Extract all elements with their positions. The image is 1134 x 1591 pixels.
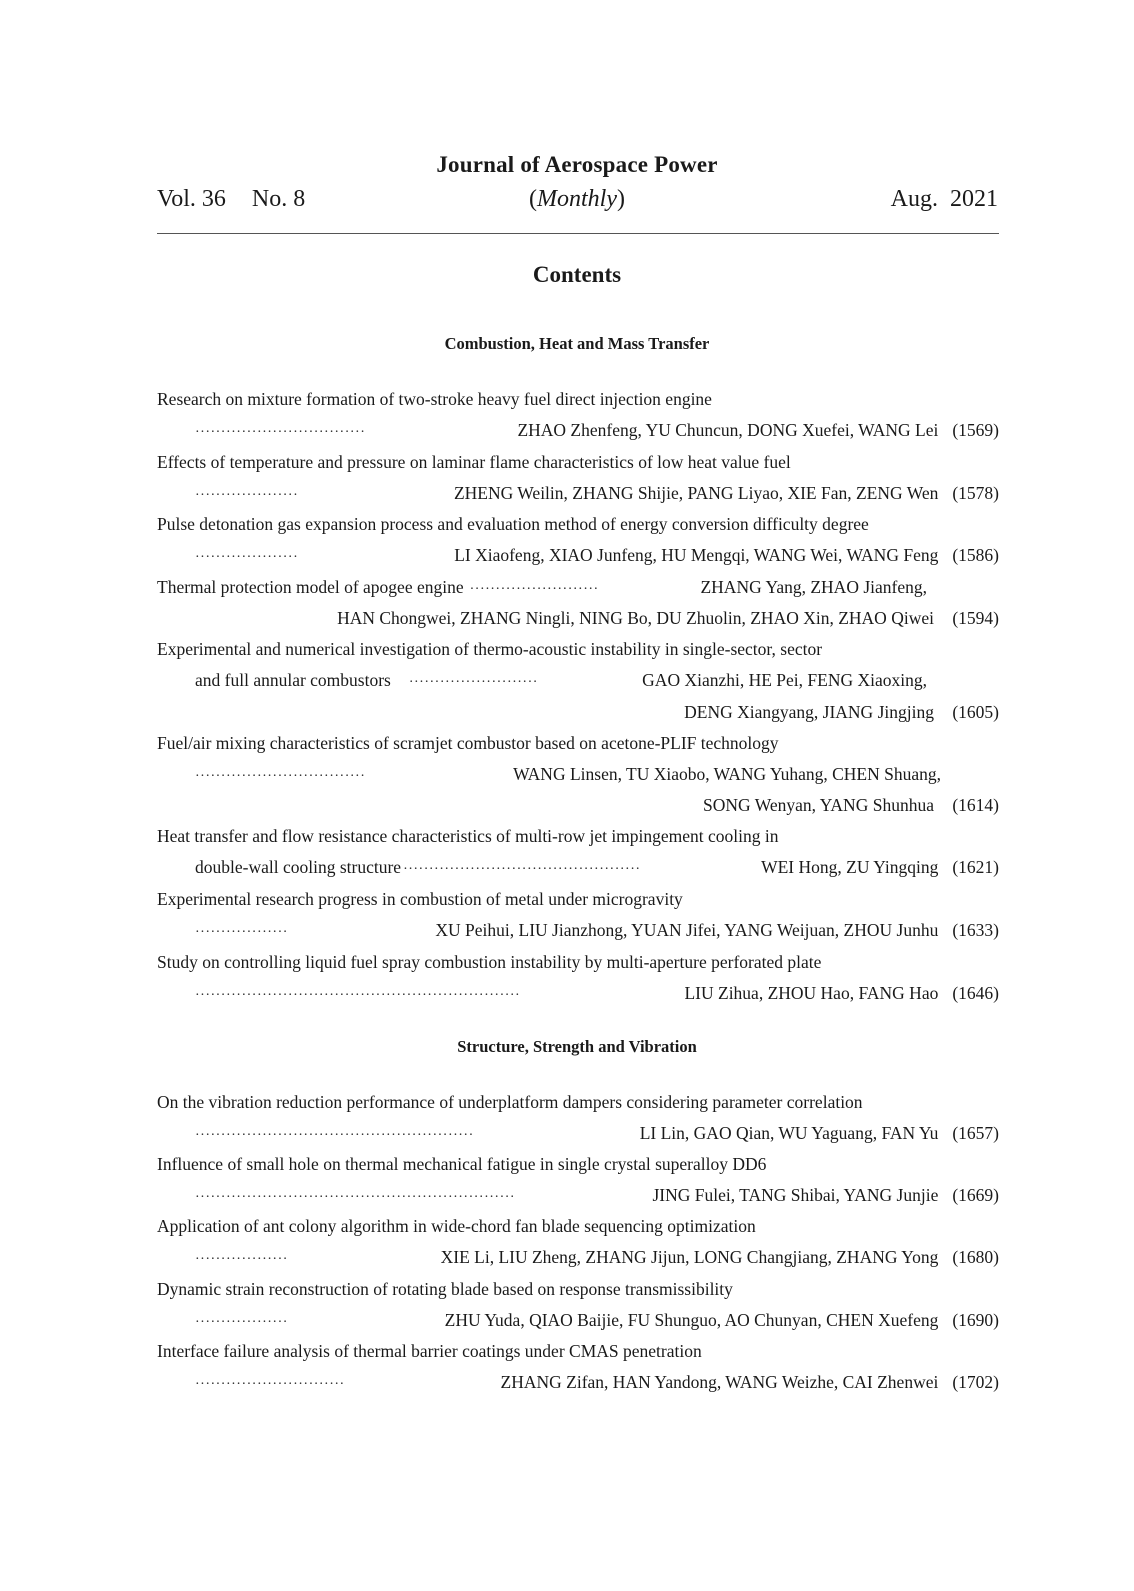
article-title: Influence of small hole on thermal mechanical fatigue in single crystal superalloy DD6 — [157, 1154, 767, 1174]
frequency: (Monthly) — [529, 186, 625, 212]
section-heading: Combustion, Heat and Mass Transfer — [444, 334, 710, 353]
article-authors: JING Fulei, TANG Shibai, YANG Junjie — [652, 1185, 939, 1205]
article-title: Fuel/air mixing characteristics of scramjet combustor based on acetone-PLIF technology — [157, 733, 779, 753]
article-byline — [157, 762, 999, 786]
volume: Vol. 36 — [157, 186, 226, 212]
page-number: (1586) — [952, 545, 999, 565]
leader-dots: ·················· — [195, 925, 288, 940]
article-byline — [157, 855, 999, 879]
page-number: (1702) — [952, 1372, 999, 1392]
article-authors: WANG Linsen, TU Xiaobo, WANG Yuhang, CHEN Shuang, — [513, 764, 941, 784]
article-title: and full annular combustors — [195, 670, 391, 690]
article-title: Experimental research progress in combustion of metal under microgravity — [157, 889, 683, 909]
page-number: (1669) — [952, 1185, 999, 1205]
article-byline — [157, 1183, 999, 1207]
article-title-line — [157, 575, 999, 599]
article-authors: ZHANG Yang, ZHAO Jianfeng, — [700, 577, 927, 597]
page-number: (1646) — [952, 983, 999, 1003]
article-byline — [157, 606, 999, 630]
article-byline — [157, 1308, 999, 1332]
page-number: (1621) — [952, 857, 999, 877]
article-title: On the vibration reduction performance of underplatform dampers considering parameter correlation — [157, 1092, 863, 1112]
article-authors: LI Lin, GAO Qian, WU Yaguang, FAN Yu — [639, 1123, 939, 1143]
journal-title: Journal of Aerospace Power — [436, 152, 718, 177]
leader-dots: ····························· — [195, 1377, 345, 1392]
article-title: Research on mixture formation of two-stroke heavy fuel direct injection engine — [157, 389, 712, 409]
article-authors: ZHAO Zhenfeng, YU Chuncun, DONG Xuefei, WANG Lei — [517, 420, 939, 440]
leader-dots: ······························································· — [195, 988, 521, 1003]
article-authors: SONG Wenyan, YANG Shunhua — [703, 795, 934, 815]
leader-dots: ···················· — [195, 550, 299, 565]
article-byline — [157, 981, 999, 1005]
contents-title: Contents — [532, 262, 622, 287]
article-title: Thermal protection model of apogee engine — [157, 577, 464, 597]
leader-dots: ························· — [469, 582, 599, 597]
article-authors: XIE Li, LIU Zheng, ZHANG Jijun, LONG Changjiang, ZHANG Yong — [440, 1247, 939, 1267]
article-title: Study on controlling liquid fuel spray combustion instability by multi-aperture perforated plate — [157, 952, 822, 972]
article-authors: DENG Xiangyang, JIANG Jingjing — [684, 702, 934, 722]
article-byline — [157, 1121, 999, 1145]
article-authors: LIU Zihua, ZHOU Hao, FANG Hao — [684, 983, 939, 1003]
article-byline — [157, 918, 999, 942]
article-authors: XU Peihui, LIU Jianzhong, YUAN Jifei, YANG Weijuan, ZHOU Junhu — [435, 920, 939, 940]
article-title: double-wall cooling structure — [195, 857, 402, 877]
page-number: (1690) — [952, 1310, 999, 1330]
article-title: Pulse detonation gas expansion process and evaluation method of energy conversion difficulty degree — [157, 514, 869, 534]
article-authors: HAN Chongwei, ZHANG Ningli, NING Bo, DU Zhuolin, ZHAO Xin, ZHAO Qiwei — [337, 608, 934, 628]
article-byline — [157, 1245, 999, 1269]
page-number: (1578) — [952, 483, 999, 503]
issue-number: No. 8 — [251, 186, 306, 212]
issue-date: Aug. 2021 — [890, 186, 998, 212]
article-authors: WEI Hong, ZU Yingqing — [761, 857, 939, 877]
article-byline — [157, 481, 999, 505]
page-number: (1605) — [952, 702, 999, 722]
leader-dots: ·················· — [195, 1252, 288, 1267]
leader-dots: ······················································ — [195, 1128, 474, 1143]
leader-dots: ································· — [195, 425, 366, 440]
article-authors: ZHENG Weilin, ZHANG Shijie, PANG Liyao, XIE Fan, ZENG Wen — [453, 483, 939, 503]
article-title: Experimental and numerical investigation of thermo-acoustic instability in single-sector, sector — [157, 639, 823, 659]
article-title: Interface failure analysis of thermal barrier coatings under CMAS penetration — [157, 1341, 702, 1361]
article-byline — [157, 543, 999, 567]
article-title: Dynamic strain reconstruction of rotating blade based on response transmissibility — [157, 1279, 733, 1299]
leader-dots: ···················· — [195, 488, 299, 503]
header-rule — [157, 233, 999, 234]
article-byline — [157, 793, 999, 817]
article-title: Heat transfer and flow resistance characteristics of multi-row jet impingement cooling in — [157, 826, 779, 846]
article-byline — [157, 418, 999, 442]
page-number: (1614) — [952, 795, 999, 815]
page-number: (1657) — [952, 1123, 999, 1143]
article-title-line — [157, 668, 999, 692]
leader-dots: ·············································· — [403, 862, 641, 877]
article-byline — [157, 1370, 999, 1394]
article-authors: ZHANG Zifan, HAN Yandong, WANG Weizhe, CAI Zhenwei — [500, 1372, 939, 1392]
article-authors: ZHU Yuda, QIAO Baijie, FU Shunguo, AO Chunyan, CHEN Xuefeng — [444, 1310, 939, 1330]
leader-dots: ························· — [408, 675, 538, 690]
leader-dots: ······························································ — [195, 1190, 516, 1205]
article-title: Application of ant colony algorithm in wide-chord fan blade sequencing optimization — [157, 1216, 756, 1236]
page-number: (1594) — [952, 608, 999, 628]
page-number: (1680) — [952, 1247, 999, 1267]
page-number: (1569) — [952, 420, 999, 440]
section-heading: Structure, Strength and Vibration — [457, 1037, 697, 1056]
leader-dots: ·················· — [195, 1315, 288, 1330]
page-number: (1633) — [952, 920, 999, 940]
article-byline — [157, 700, 999, 724]
article-authors: GAO Xianzhi, HE Pei, FENG Xiaoxing, — [642, 670, 927, 690]
article-authors: LI Xiaofeng, XIAO Junfeng, HU Mengqi, WANG Wei, WANG Feng — [454, 545, 939, 565]
frequency-label: Monthly — [537, 186, 617, 212]
article-title: Effects of temperature and pressure on laminar flame characteristics of low heat value fuel — [157, 452, 791, 472]
leader-dots: ································· — [195, 769, 366, 784]
